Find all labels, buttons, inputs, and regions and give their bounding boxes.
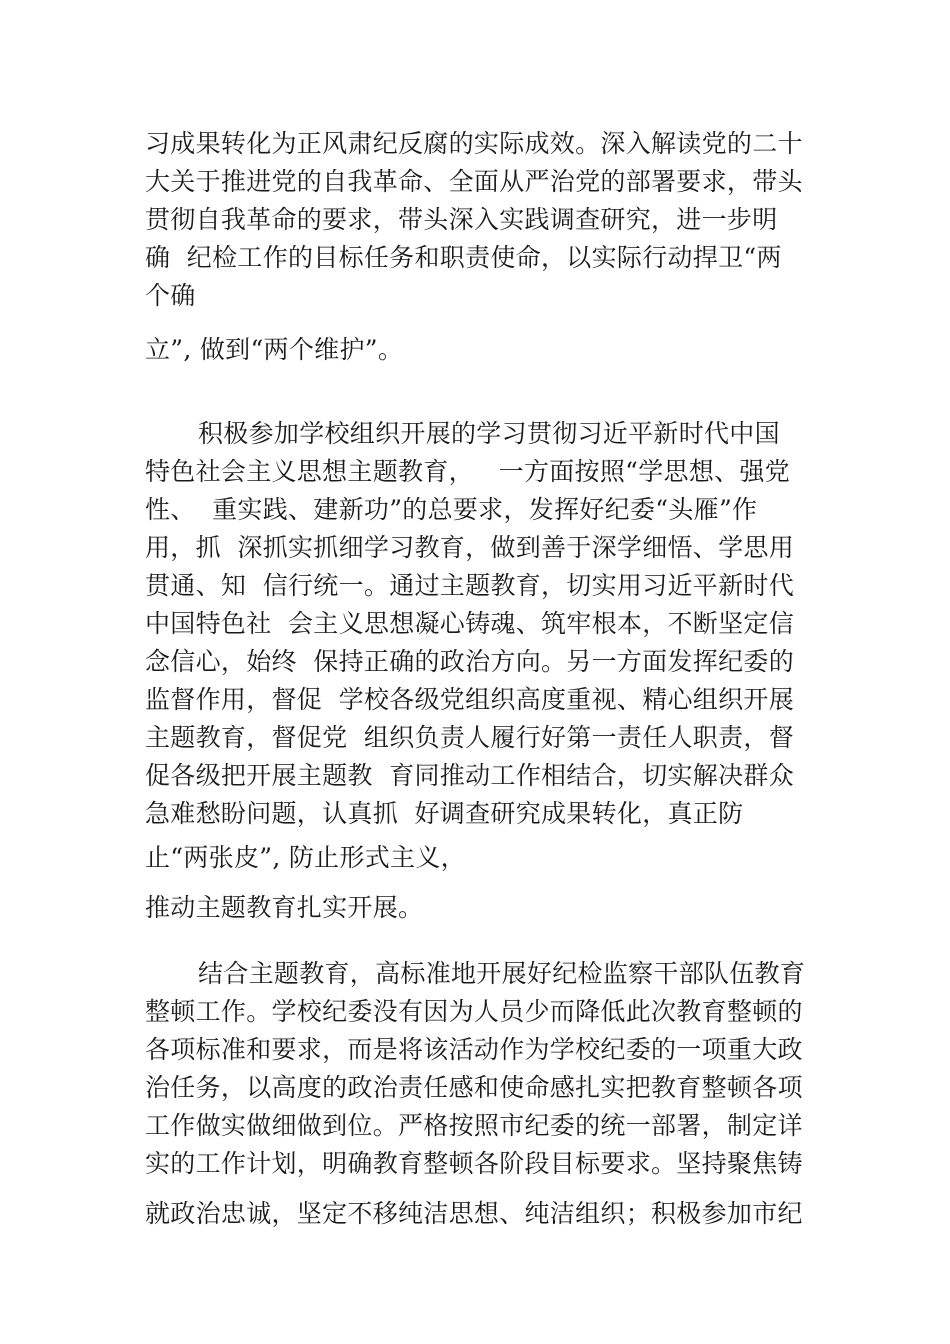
- text-line: 急难愁盼问题，认真抓 好调查研究成果转化，真正防: [145, 799, 744, 828]
- paragraph-first-line: 结合主题教育，高标准地开展好纪检监察干部队伍教育: [198, 959, 806, 988]
- text-line: 立”, 做到“两个维护”。: [145, 335, 404, 364]
- text-line: 大关于推进党的自我革命、全面从严治党的部署要求，带头: [145, 167, 803, 196]
- text-line: 确 纪检工作的目标任务和职责使命，以实际行动捍卫“两: [145, 243, 782, 272]
- text-line: 特色社会主义思想主题教育， 一方面按照“学思想、强党: [145, 457, 791, 486]
- text-line: 性、 重实践、建新功”的总要求，发挥好纪委“头雁”作: [145, 495, 758, 524]
- text-line: 监督作用，督促 学校各级党组织高度重视、精心组织开展: [145, 685, 794, 714]
- paragraph-first-line: 积极参加学校组织开展的学习贯彻习近平新时代中国: [198, 419, 780, 448]
- text-line: 止“两张皮”, 防止形式主义，: [145, 843, 466, 872]
- text-line: 治任务，以高度的政治责任感和使命感扎实把教育整顿各项: [145, 1073, 803, 1102]
- text-line: 实的工作计划，明确教育整顿各阶段目标要求。坚持聚焦铸: [145, 1149, 803, 1178]
- text-line: 个确: [145, 281, 196, 310]
- text-line: 各项标准和要求，而是将该活动作为学校纪委的一项重大政: [145, 1035, 803, 1064]
- text-line: 贯通、知 信行统一。通过主题教育，切实用习近平新时代: [145, 571, 794, 600]
- text-line: 推动主题教育扎实开展。: [145, 893, 424, 922]
- text-line: 整顿工作。学校纪委没有因为人员少而降低此次教育整顿的: [145, 997, 803, 1026]
- text-line: 促各级把开展主题教 育同推动工作相结合，切实解决群众: [145, 761, 794, 790]
- text-line: 习成果转化为正风肃纪反腐的实际成效。深入解读党的二十: [145, 129, 803, 158]
- text-line: 念信心，始终 保持正确的政治方向。另一方面发挥纪委的: [145, 647, 794, 676]
- text-line: 用，抓 深抓实抓细学习教育，做到善于深学细悟、学思用: [145, 533, 794, 562]
- text-line: 贯彻自我革命的要求，带头深入实践调查研究，进一步明: [145, 205, 778, 234]
- text-line: 主题教育，督促党 组织负责人履行好第一责任人职责，督: [145, 723, 794, 752]
- text-line: 中国特色社 会主义思想凝心铸魂、筑牢根本，不断坚定信: [145, 609, 794, 638]
- text-line: 工作做实做细做到位。严格按照市纪委的统一部署，制定详: [145, 1111, 803, 1140]
- text-line: 就政治忠诚，坚定不移纯洁思想、纯洁组织；积极参加市纪: [145, 1199, 803, 1228]
